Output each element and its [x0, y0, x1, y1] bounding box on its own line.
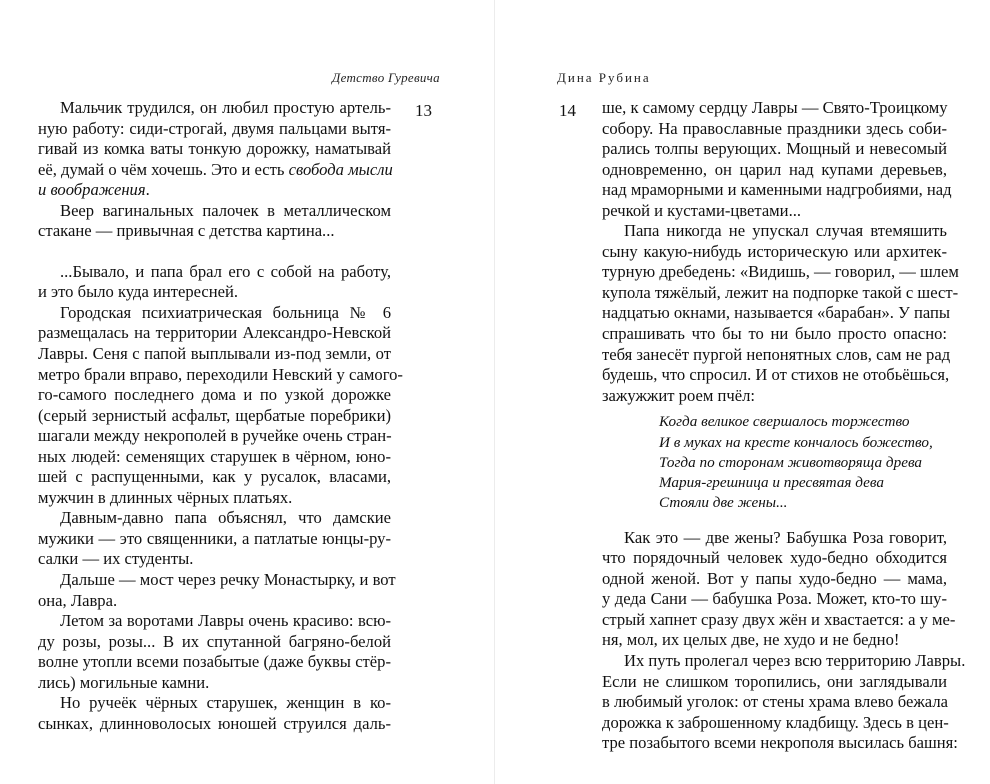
text-line: сыну какую-нибудь историческую или архитек- — [602, 241, 947, 261]
text-line: Мальчик трудился, он любил простую артель- — [60, 98, 391, 117]
text-line: она, Лавра. — [38, 590, 118, 610]
verse-line: Когда великое свершалось торжество — [659, 413, 910, 431]
text-line: над мраморными и каменными надгробиями, над — [602, 180, 952, 200]
running-head-left: Детство Гуревича — [332, 70, 440, 85]
left-page-text — [38, 98, 403, 734]
page-number-right: 14 — [559, 101, 576, 120]
text-line: гивай из комка ваты тонкую дорожку, наматывай — [38, 139, 391, 159]
text-line: зажужжит роем пчёл: — [602, 385, 755, 405]
right-page-text — [602, 98, 966, 754]
text-line: собору. На православные праздники здесь соби- — [602, 118, 947, 138]
text-line: тебя занесёт пургой непонятных слов, сам не рад — [602, 344, 951, 364]
text-line: Но ручеёк чёрных старушек, женщин в ко- — [60, 693, 391, 713]
text-line: ня, мол, их целых две, не худо и не бедно! — [602, 630, 900, 650]
text-line: ...Бывало, и папа брал его с собой на работу, — [60, 261, 391, 281]
right-page — [495, 0, 990, 784]
text-line: Дальше — мост через речку Монастырку, и вот — [60, 570, 396, 590]
left-page — [0, 0, 494, 784]
verse-line: Тогда по сторонам животворяща древа — [659, 453, 923, 471]
text-line: одновременно, он царил над купами деревьев, — [602, 159, 947, 179]
verse-line: Стояли две жены... — [659, 494, 788, 512]
poem-quote — [659, 412, 947, 513]
text-line: го-самого последнего дома и по узкой дорожке — [38, 385, 391, 405]
text-line: сынках, длинноволосых юношей струился даль- — [38, 713, 391, 733]
text-line: ную работу: сиди-строгай, двумя пальцами вытя- — [38, 118, 391, 138]
text-line: спрашивать что бы то ни было просто опасно: — [602, 324, 947, 344]
right-text-after-verse — [602, 527, 966, 754]
text-line: купола тяжёлый, лежит на подпорке такой с шест- — [602, 282, 959, 302]
text-line: мужики — это священники, а патлатые юнцы-ру- — [38, 528, 391, 548]
text-line: мужчин в длинных чёрных платьях. — [38, 487, 293, 507]
text-line: Давным-давно папа объяснял, что дамские — [60, 508, 391, 528]
text-line: ду розы, розы... В их спутанной багряно-белой — [38, 631, 391, 651]
text-line: тре позабытого всеми некрополя высилась башня: — [602, 733, 958, 753]
text-line: её, думай о чём хочешь. Это и есть свобода мысли — [38, 159, 393, 179]
verse-line: Мария-грешница и пресвятая дева — [659, 474, 884, 492]
text-line: Как это — две жены? Бабушка Роза говорит, — [624, 527, 947, 547]
text-line: Их путь пролегал через всю территорию Лавры. — [624, 650, 966, 670]
text-line: Папа никогда не упускал случая втемяшить — [624, 221, 947, 241]
text-line: шей с распущенными, как у русалок, власами, — [38, 467, 391, 487]
text-line: лись) могильные камни. — [38, 672, 210, 692]
text-line: ше, к самому сердцу Лавры — Свято-Троицкому — [602, 98, 948, 117]
text-line: речкой и кустами-цветами... — [602, 200, 802, 220]
text-line: в любимый уголок: от стены храма влево бежала — [602, 692, 948, 712]
text-line: Городская психиатрическая больница № 6 — [60, 302, 391, 322]
text-line: (серый зернистый асфальт, щербатые поребрики) — [38, 405, 391, 425]
text-line: волне утопли всеми позабытые (даже буквы стёр- — [38, 652, 391, 672]
text-line: одной женой. Вот у папы худо-бедно — мама, — [602, 568, 947, 588]
right-text-before-verse — [602, 98, 959, 406]
text-line: Лавры. Сеня с папой выплывали из-под земли, от — [38, 344, 391, 364]
section-break — [38, 242, 391, 262]
text-line: у деда Сани — бабушка Роза. Может, кто-то шу- — [602, 589, 947, 609]
italic-phrase: свобода мысли — [288, 159, 393, 179]
text-line: турную дребедень: «Видишь, — говорил, — шлем — [602, 262, 959, 282]
text-line: и воображения. — [38, 180, 150, 200]
text-line: шагали между некрополей в ручейке очень стран- — [38, 426, 392, 446]
text-line: стакане — привычная с детства картина... — [38, 221, 335, 241]
text-line: рались толпы верующих. Мощный и невесомый — [602, 139, 947, 159]
text-line: ных людей: семенящих старушек в чёрном, юно- — [38, 446, 391, 466]
page-number-left: 13 — [415, 101, 432, 120]
text-line: размещалась на территории Александро-Невской — [38, 323, 391, 343]
text-line: метро брали вправо, переходили Невский у самого- — [38, 364, 403, 384]
text-line: что порядочный человек худо-бедно обходится — [602, 548, 947, 568]
text-line: и это было куда интересней. — [38, 282, 239, 302]
text-line: салки — их студенты. — [38, 549, 194, 569]
text-line: Если не слишком торопились, они заглядывали — [602, 671, 947, 691]
text-line: дорожка к заброшенному кладбищу. Здесь в цен- — [602, 712, 949, 732]
text-line: надцатью окнами, называется «барабан». У папы — [602, 303, 951, 323]
verse-line: И в муках на кресте кончалось божество, — [659, 433, 933, 451]
text-line: Летом за воротами Лавры очень красиво: всю- — [60, 611, 391, 631]
text-line: Веер вагинальных палочек в металлическом — [60, 200, 391, 220]
text-line: стрый хапнет сразу двух жён и хвастается: а у ме- — [602, 609, 956, 629]
text-line: будешь, что спросил. И от стихов не отобьёшься, — [602, 365, 950, 385]
italic-phrase: и воображения — [38, 180, 146, 200]
running-head-right: Дина Рубина — [557, 70, 651, 85]
